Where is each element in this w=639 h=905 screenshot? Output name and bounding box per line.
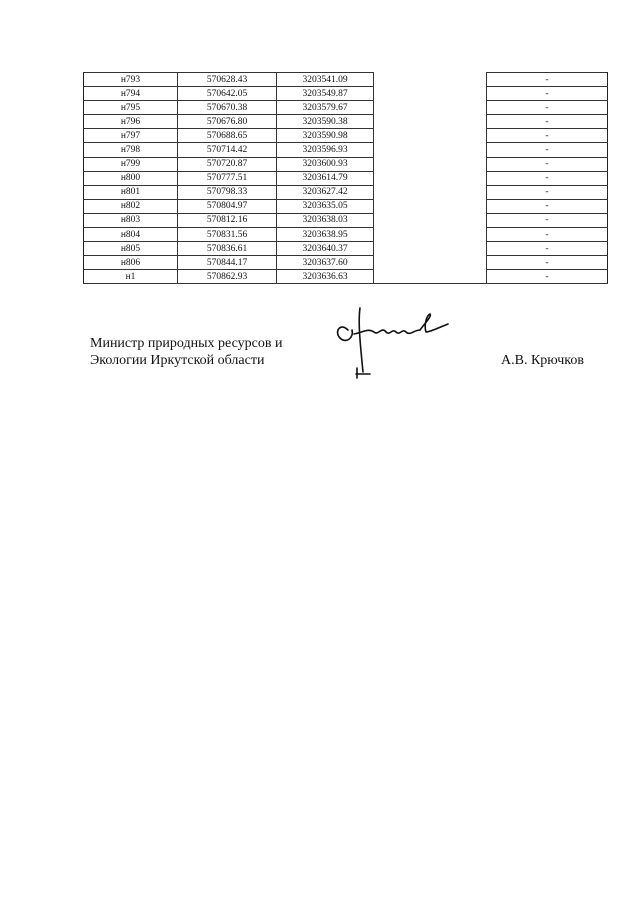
y-coordinate-cell: 3203579.67 — [277, 101, 374, 115]
dash-cell: - — [487, 199, 608, 213]
point-id-cell: н800 — [84, 171, 178, 185]
table-row — [84, 256, 608, 270]
empty-cell — [374, 87, 487, 101]
table-row — [84, 199, 608, 213]
table-row — [84, 213, 608, 227]
dash-cell: - — [487, 101, 608, 115]
point-id-cell: н793 — [84, 73, 178, 87]
handwritten-signature — [330, 302, 450, 382]
dash-cell: - — [487, 213, 608, 227]
dash-cell: - — [487, 73, 608, 87]
point-id-cell: н801 — [84, 185, 178, 199]
y-coordinate-cell: 3203627.42 — [277, 185, 374, 199]
y-coordinate-cell: 3203635.05 — [277, 199, 374, 213]
point-id-cell: н806 — [84, 256, 178, 270]
x-coordinate-cell: 570676.80 — [178, 115, 277, 129]
x-coordinate-cell: 570688.65 — [178, 129, 277, 143]
y-coordinate-cell: 3203596.93 — [277, 143, 374, 157]
y-coordinate-cell: 3203600.93 — [277, 157, 374, 171]
x-coordinate-cell: 570670.38 — [178, 101, 277, 115]
y-coordinate-cell: 3203638.95 — [277, 228, 374, 242]
table-row — [84, 129, 608, 143]
dash-cell: - — [487, 242, 608, 256]
point-id-cell: н803 — [84, 213, 178, 227]
table-row — [84, 270, 608, 284]
x-coordinate-cell: 570642.05 — [178, 87, 277, 101]
position-line-1: Министр природных ресурсов и — [90, 336, 283, 351]
position-line-2: Экологии Иркутской области — [90, 353, 265, 368]
empty-cell — [374, 213, 487, 227]
empty-cell — [374, 129, 487, 143]
y-coordinate-cell: 3203549.87 — [277, 87, 374, 101]
table-row — [84, 101, 608, 115]
x-coordinate-cell: 570798.33 — [178, 185, 277, 199]
table-row — [84, 87, 608, 101]
empty-cell — [374, 157, 487, 171]
table-row — [84, 73, 608, 87]
y-coordinate-cell: 3203640.37 — [277, 242, 374, 256]
coordinates-table-body — [84, 73, 608, 284]
x-coordinate-cell: 570836.61 — [178, 242, 277, 256]
y-coordinate-cell: 3203637.60 — [277, 256, 374, 270]
dash-cell: - — [487, 256, 608, 270]
point-id-cell: н802 — [84, 199, 178, 213]
empty-cell — [374, 256, 487, 270]
point-id-cell: н1 — [84, 270, 178, 284]
empty-cell — [374, 171, 487, 185]
table-row — [84, 171, 608, 185]
y-coordinate-cell: 3203636.63 — [277, 270, 374, 284]
dash-cell: - — [487, 129, 608, 143]
y-coordinate-cell: 3203590.38 — [277, 115, 374, 129]
x-coordinate-cell: 570777.51 — [178, 171, 277, 185]
empty-cell — [374, 185, 487, 199]
table-row — [84, 115, 608, 129]
empty-cell — [374, 73, 487, 87]
point-id-cell: н796 — [84, 115, 178, 129]
empty-cell — [374, 242, 487, 256]
signatory-name: А.В. Крючков — [501, 353, 584, 368]
point-id-cell: н794 — [84, 87, 178, 101]
dash-cell: - — [487, 157, 608, 171]
empty-cell — [374, 101, 487, 115]
point-id-cell: н795 — [84, 101, 178, 115]
dash-cell: - — [487, 270, 608, 284]
x-coordinate-cell: 570720.87 — [178, 157, 277, 171]
x-coordinate-cell: 570862.93 — [178, 270, 277, 284]
empty-cell — [374, 199, 487, 213]
y-coordinate-cell: 3203638.03 — [277, 213, 374, 227]
table-row — [84, 185, 608, 199]
table-row — [84, 242, 608, 256]
coordinates-table — [83, 72, 608, 284]
dash-cell: - — [487, 228, 608, 242]
point-id-cell: н797 — [84, 129, 178, 143]
dash-cell: - — [487, 87, 608, 101]
x-coordinate-cell: 570844.17 — [178, 256, 277, 270]
y-coordinate-cell: 3203614.79 — [277, 171, 374, 185]
dash-cell: - — [487, 115, 608, 129]
table-row — [84, 157, 608, 171]
x-coordinate-cell: 570714.42 — [178, 143, 277, 157]
empty-cell — [374, 228, 487, 242]
empty-cell — [374, 143, 487, 157]
signatory-position — [90, 335, 282, 369]
point-id-cell: н804 — [84, 228, 178, 242]
table-row — [84, 228, 608, 242]
x-coordinate-cell: 570628.43 — [178, 73, 277, 87]
empty-cell — [374, 115, 487, 129]
y-coordinate-cell: 3203541.09 — [277, 73, 374, 87]
x-coordinate-cell: 570831.56 — [178, 228, 277, 242]
empty-cell — [374, 270, 487, 284]
point-id-cell: н798 — [84, 143, 178, 157]
dash-cell: - — [487, 143, 608, 157]
x-coordinate-cell: 570804.97 — [178, 199, 277, 213]
dash-cell: - — [487, 185, 608, 199]
point-id-cell: н799 — [84, 157, 178, 171]
point-id-cell: н805 — [84, 242, 178, 256]
table-row — [84, 143, 608, 157]
dash-cell: - — [487, 171, 608, 185]
y-coordinate-cell: 3203590.98 — [277, 129, 374, 143]
x-coordinate-cell: 570812.16 — [178, 213, 277, 227]
